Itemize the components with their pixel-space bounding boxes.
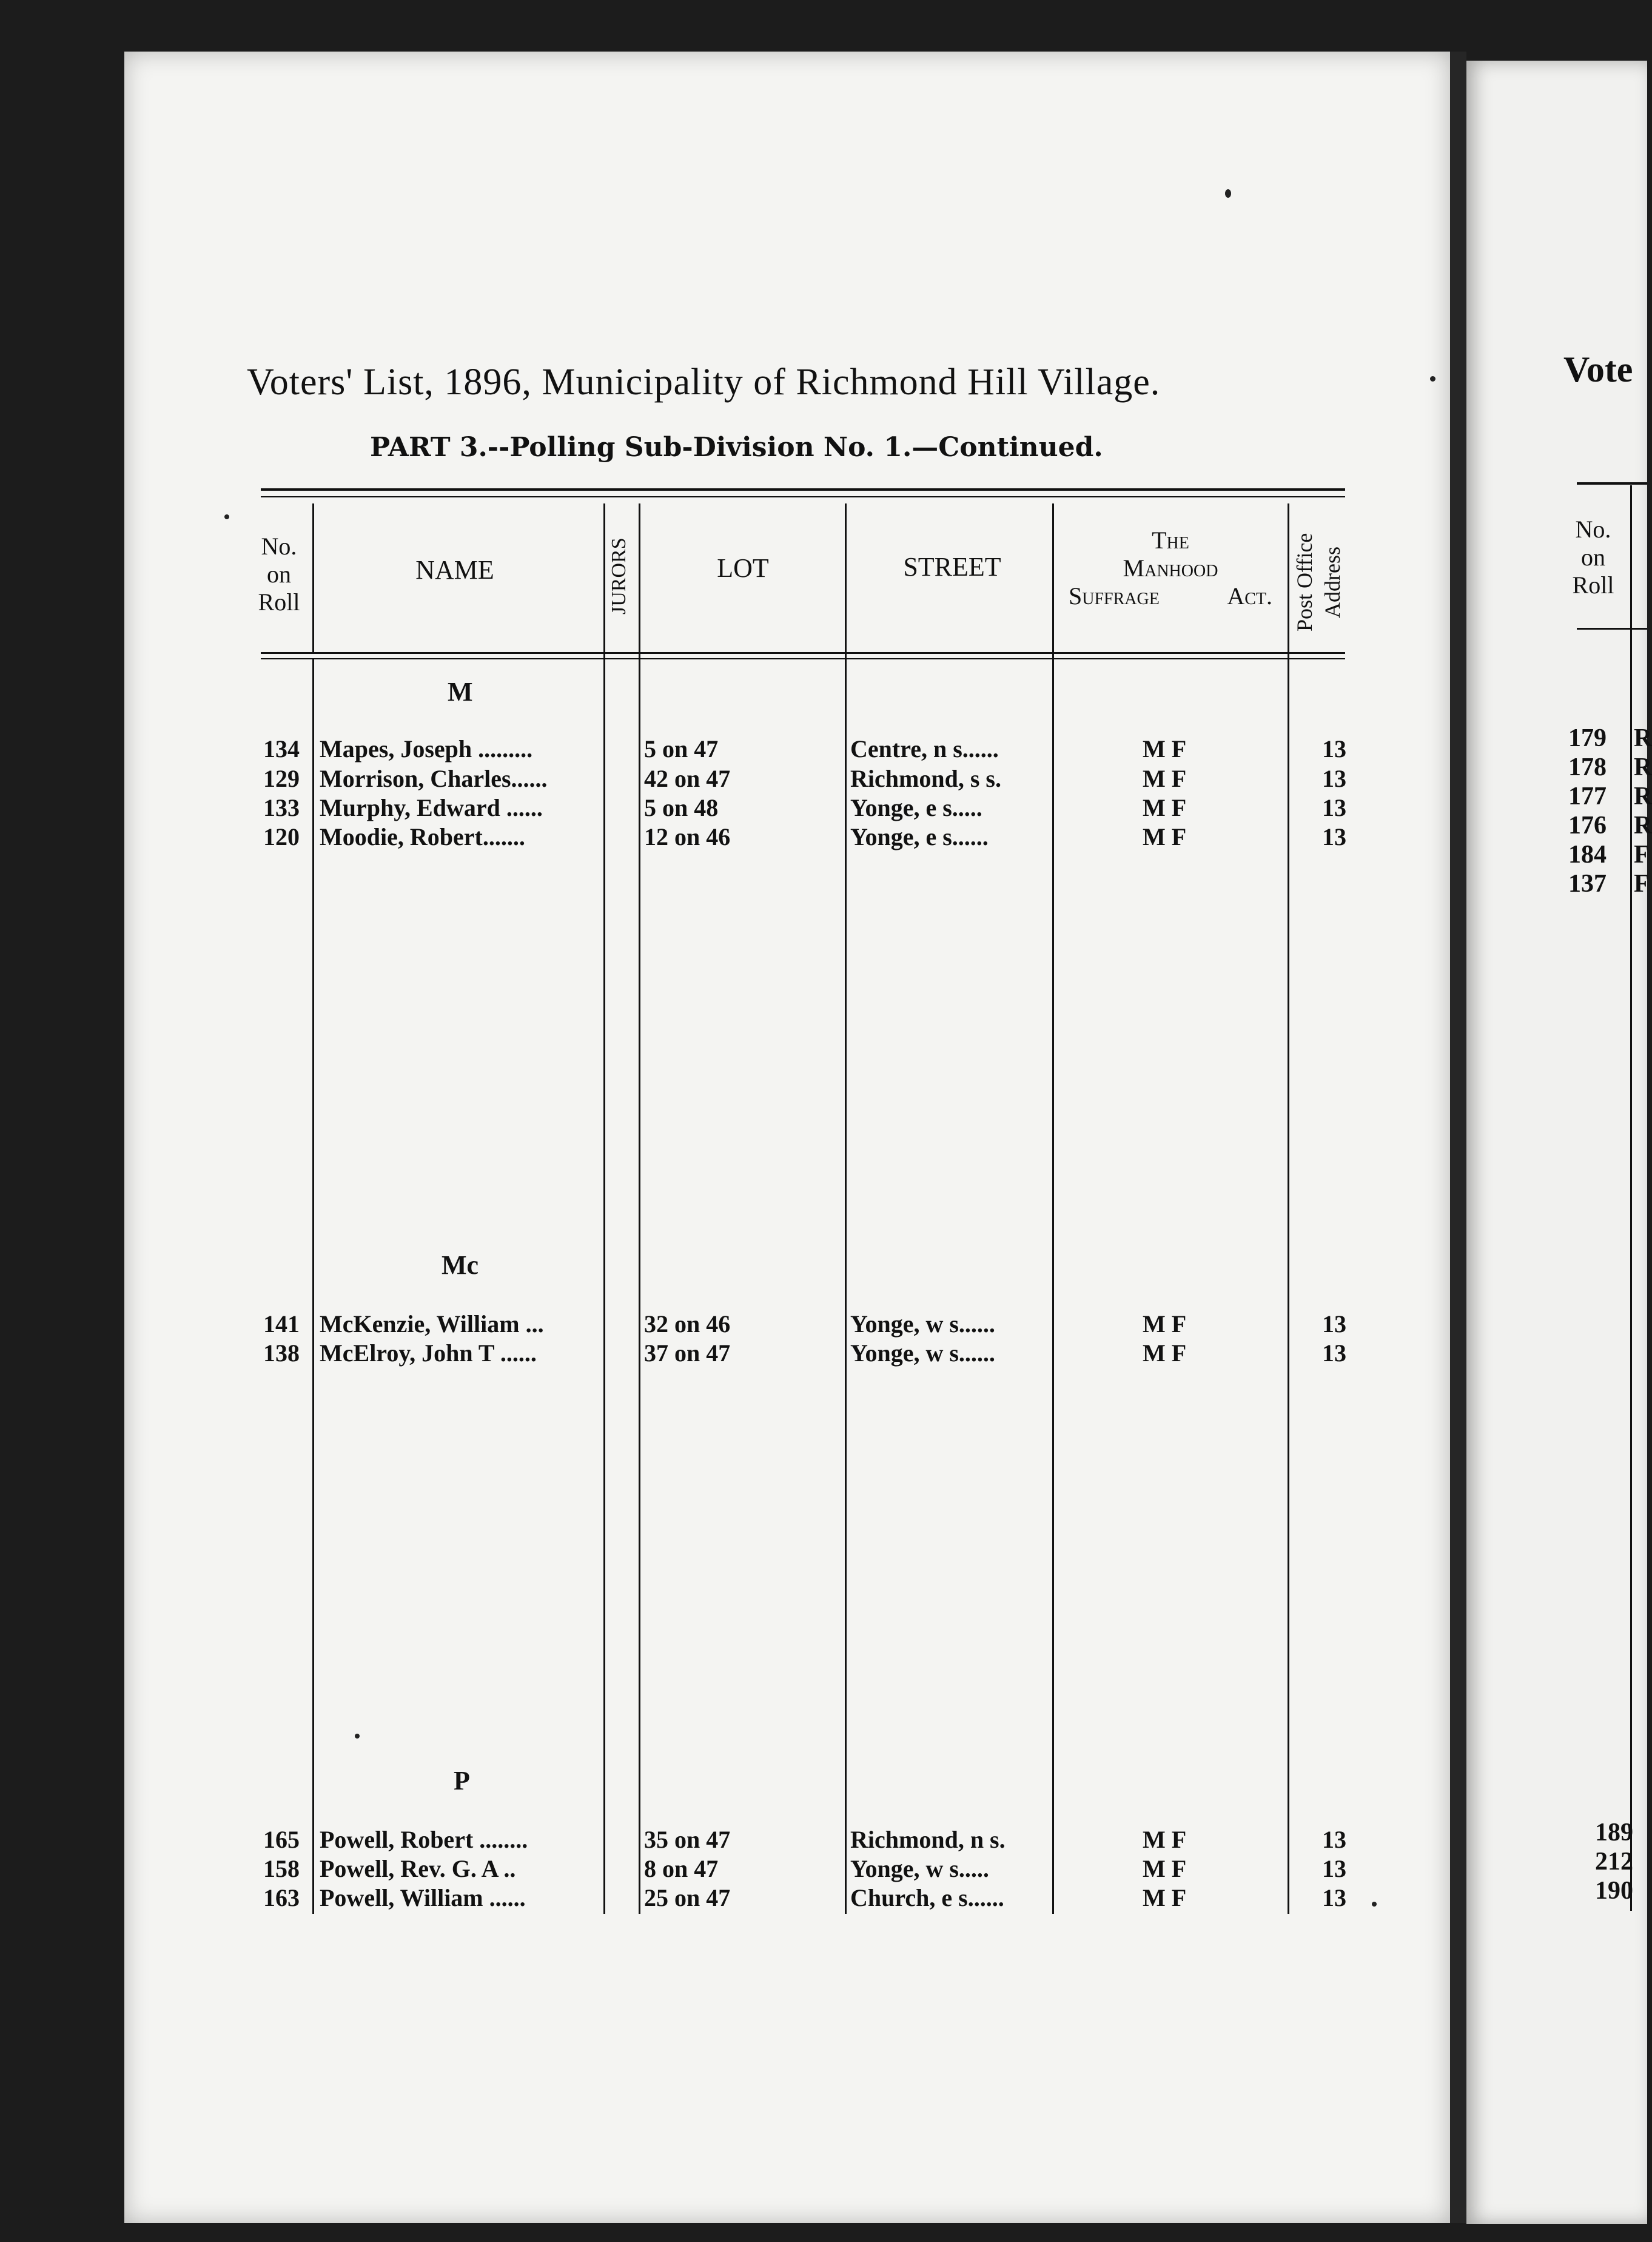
header-jurors: JURORS [608, 537, 630, 615]
next-page-roll-no: 190 [1595, 1877, 1633, 1905]
section-letter-mc: Mc [442, 1250, 479, 1280]
header-post-office: Post Office Address [1292, 533, 1345, 632]
header-bottom-rule-thin [261, 658, 1345, 659]
next-page-roll-no: 212 [1595, 1848, 1633, 1876]
header-manhood-suffrage: The Manhood Suffrage Act. [1069, 527, 1272, 610]
table-row: 158 Powell, Rev. G. A .. 8 on 47 Yonge, w s..... M F 13 [263, 1855, 1346, 1882]
next-page-roll-no: 189 [1595, 1819, 1633, 1846]
table-top-rule [261, 488, 1345, 491]
col-divider-mf [1052, 503, 1054, 1914]
scan-speck [355, 1734, 360, 1739]
col-divider-po [1288, 503, 1289, 1914]
scan-speck [1225, 189, 1231, 198]
next-page-col-divider [1630, 485, 1632, 1911]
next-page-header-no-on-roll: No. on Roll [1572, 516, 1614, 599]
scan-speck [1372, 1902, 1377, 1907]
next-page-roll-no: 137 [1568, 870, 1607, 898]
next-page-name-initial: R [1634, 724, 1652, 752]
next-page-roll-no: 184 [1568, 841, 1607, 869]
next-page-name-initial: F [1634, 841, 1650, 869]
col-divider-street [845, 503, 847, 1914]
next-page-name-initial: R [1634, 753, 1652, 781]
next-page-top-rule [1577, 482, 1647, 485]
page-title: Voters' List, 1896, Municipality of Richmond Hill Village. [247, 362, 1161, 403]
section-letter-p: P [454, 1766, 470, 1796]
next-page-roll-no: 179 [1568, 724, 1607, 752]
header-street: STREET [903, 552, 1001, 582]
header-lot: LOT [717, 553, 769, 583]
table-row: 163 Powell, William ...... 25 on 47 Church, e s...... M F 13 [263, 1884, 1346, 1911]
next-page-title-fragment: Vote [1563, 349, 1633, 389]
table-row: 165 Powell, Robert ........ 35 on 47 Richmond, n s. M F 13 [263, 1826, 1346, 1853]
next-page-roll-no: 178 [1568, 753, 1607, 781]
scan-speck [1430, 376, 1435, 382]
next-page-roll-no: 176 [1568, 812, 1607, 840]
header-bottom-rule [261, 652, 1345, 654]
next-page-header-rule [1577, 628, 1647, 630]
table-row: 133 Murphy, Edward ...... 5 on 48 Yonge, e s..... M F 13 [263, 794, 1346, 821]
header-no-on-roll: No. on Roll [258, 533, 300, 616]
next-page-name-initial: F [1634, 870, 1650, 898]
header-name: NAME [415, 555, 494, 585]
table-row: 129 Morrison, Charles...... 42 on 47 Richmond, s s. M F 13 [263, 765, 1346, 792]
col-divider-name [312, 503, 314, 652]
col-divider-jurors [603, 503, 605, 1914]
table-top-rule-thin [261, 496, 1345, 497]
next-page-name-initial: R [1634, 783, 1652, 810]
col-divider-lot [639, 503, 640, 1914]
next-page-name-initial: R [1634, 812, 1652, 840]
table-row: 141 McKenzie, William ... 32 on 46 Yonge, w s...... M F 13 [263, 1310, 1346, 1338]
page-subtitle: PART 3.--Polling Sub-Division No. 1.—Continued. [370, 432, 1103, 463]
next-page-roll-no: 177 [1568, 783, 1607, 810]
scan-speck [224, 514, 229, 519]
section-letter-m: M [448, 677, 473, 707]
table-row: 138 McElroy, John T ...... 37 on 47 Yonge, w s...... M F 13 [263, 1339, 1346, 1367]
table-row: 134 Mapes, Joseph ......... 5 on 47 Centre, n s...... M F 13 [263, 735, 1346, 762]
table-row: 120 Moodie, Robert....... 12 on 46 Yonge, e s...... M F 13 [263, 823, 1346, 850]
